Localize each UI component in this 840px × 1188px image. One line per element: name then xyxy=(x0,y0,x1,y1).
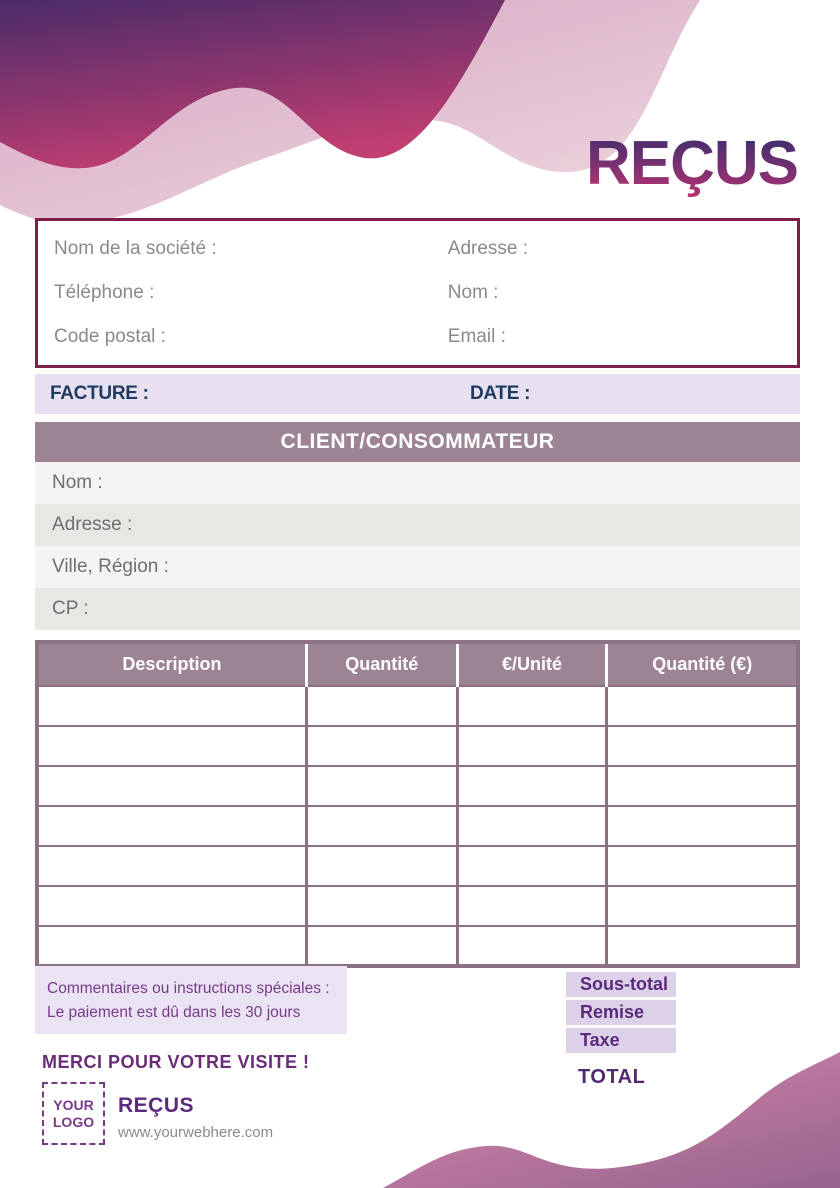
facture-label[interactable]: FACTURE : xyxy=(50,383,149,404)
column-description: Description xyxy=(37,642,306,686)
client-section-header xyxy=(35,422,800,462)
item-cell[interactable] xyxy=(306,926,457,966)
item-cell[interactable] xyxy=(457,886,607,926)
column-quantity: Quantité xyxy=(306,642,457,686)
client-section-title: CLIENT/CONSOMMATEUR xyxy=(280,430,555,453)
item-cell[interactable] xyxy=(607,886,798,926)
client-name-row[interactable]: Nom : xyxy=(35,462,800,504)
item-cell[interactable] xyxy=(607,686,798,726)
page-title xyxy=(530,122,800,206)
item-cell[interactable] xyxy=(37,766,306,806)
bottom-wave-decoration xyxy=(0,1040,840,1188)
item-row xyxy=(37,846,798,886)
item-cell[interactable] xyxy=(37,926,306,966)
item-cell[interactable] xyxy=(306,766,457,806)
item-cell[interactable] xyxy=(37,846,306,886)
item-cell[interactable] xyxy=(457,846,607,886)
item-cell[interactable] xyxy=(306,726,457,766)
subtotal-label[interactable]: Sous-total xyxy=(566,972,676,997)
item-row xyxy=(37,766,798,806)
comments-box[interactable] xyxy=(35,966,347,1034)
item-row xyxy=(37,886,798,926)
item-row xyxy=(37,686,798,726)
item-cell[interactable] xyxy=(457,726,607,766)
item-cell[interactable] xyxy=(37,686,306,726)
address-field[interactable]: Adresse : xyxy=(447,238,529,259)
items-table xyxy=(35,640,800,968)
name-field[interactable]: Nom : xyxy=(447,282,499,303)
item-cell[interactable] xyxy=(607,926,798,966)
page-title-text: REÇUS xyxy=(585,129,798,198)
logo-line2: LOGO xyxy=(52,1113,95,1130)
client-city-region-row[interactable]: Ville, Région : xyxy=(35,546,800,588)
item-cell[interactable] xyxy=(37,886,306,926)
item-cell[interactable] xyxy=(607,766,798,806)
items-table-header xyxy=(37,642,798,686)
email-field[interactable]: Email : xyxy=(447,326,506,347)
client-fields xyxy=(35,462,800,630)
column-amount: Quantité (€) xyxy=(607,642,798,686)
items-table-body xyxy=(37,686,798,966)
item-cell[interactable] xyxy=(306,806,457,846)
thank-you-message: MERCI POUR VOTRE VISITE ! xyxy=(42,1052,310,1072)
item-cell[interactable] xyxy=(607,806,798,846)
item-cell[interactable] xyxy=(457,686,607,726)
phone-field[interactable]: Téléphone : xyxy=(54,282,155,303)
item-cell[interactable] xyxy=(607,846,798,886)
item-cell[interactable] xyxy=(607,726,798,766)
invoice-date-bar xyxy=(35,374,800,414)
discount-label[interactable]: Remise xyxy=(566,1000,676,1025)
comments-line2: Le paiement est dû dans les 30 jours xyxy=(47,1004,301,1022)
date-label[interactable]: DATE : xyxy=(470,383,531,404)
item-cell[interactable] xyxy=(306,686,457,726)
client-cp-row[interactable]: CP : xyxy=(35,588,800,630)
brand-website[interactable]: www.yourwebhere.com xyxy=(118,1124,274,1141)
item-row xyxy=(37,726,798,766)
item-cell[interactable] xyxy=(457,926,607,966)
comments-line1: Commentaires ou instructions spéciales : xyxy=(47,980,330,997)
item-cell[interactable] xyxy=(457,766,607,806)
tax-label[interactable]: Taxe xyxy=(566,1028,676,1053)
item-row xyxy=(37,926,798,966)
logo-line1: YOUR xyxy=(53,1097,94,1114)
column-unit-price: €/Unité xyxy=(457,642,607,686)
item-cell[interactable] xyxy=(306,886,457,926)
grand-total-label: TOTAL xyxy=(578,1066,646,1088)
item-row xyxy=(37,806,798,846)
item-cell[interactable] xyxy=(457,806,607,846)
item-cell[interactable] xyxy=(306,846,457,886)
company-name-field[interactable]: Nom de la société : xyxy=(54,238,217,259)
postal-code-field[interactable]: Code postal : xyxy=(54,326,166,347)
brand-name: REÇUS xyxy=(118,1094,195,1117)
item-cell[interactable] xyxy=(37,726,306,766)
client-address-row[interactable]: Adresse : xyxy=(35,504,800,546)
item-cell[interactable] xyxy=(37,806,306,846)
company-info-box xyxy=(35,218,800,368)
